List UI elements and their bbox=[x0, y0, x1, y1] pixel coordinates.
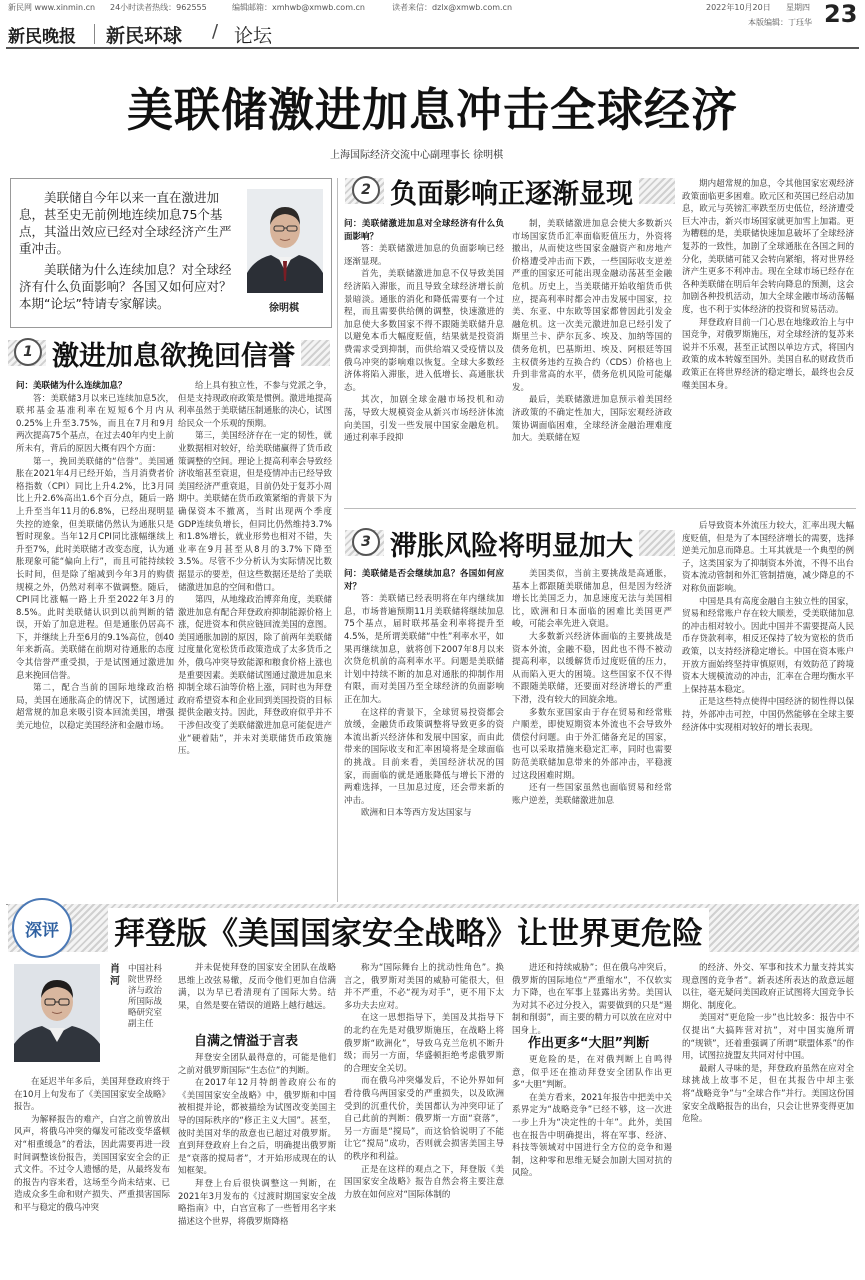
column-badge-text: 深评 bbox=[25, 920, 59, 941]
section-slash: / bbox=[212, 21, 219, 42]
column-badge bbox=[12, 898, 72, 958]
intro-paragraph-1: 美联储自今年以来一直在激进加息，甚至史无前例地连续加息75个基点，其溢出效应已经对全球经济产生严重冲击。 bbox=[19, 190, 232, 256]
section-2-column-3 bbox=[682, 178, 854, 500]
column-paragraph: 在延迟半年多后，美国拜登政府终于在10月上旬发布了《美国国家安全战略》报告。 bbox=[14, 1077, 170, 1113]
section-1-column-1 bbox=[16, 380, 174, 898]
section-3-column-2 bbox=[512, 568, 672, 898]
column-subhead-2: 作出更多“大胆”判断 bbox=[528, 1036, 650, 1051]
section-3-paragraph: 正是这些特点使得中国经济的韧性得以保持，外部冲击可控，中国仍然能够在全球主要经济体中实现相对较好的增长表现。 bbox=[682, 697, 854, 733]
header-weekday: 星期四 bbox=[786, 3, 810, 12]
section-3-paragraph: 欧洲和日本等西方发达国家与 bbox=[361, 808, 472, 819]
section-1-paragraph: 第三，美国经济存在一定的韧性，就业数据相对较好，给美联储赢得了货币政策调整的空间。理论上提高利率会导致经济收缩甚至衰退，但是疫情冲击已经导致美国经济严重衰退，目前仍处于复苏小周期中。美联储在货币政策紧缩的背景下为确保资本不撤离，当时出现两个季度GDP连续负增长，但同比仍然维持3.7%和1.8%增长，就业形势也相对不错，失业率在9月甚至从8月的3.7%下降至3.5%。尽管不少分析认为实际情况比数据显示的要差，但这些数据还是给了美联储激进加息的空间和借口。 bbox=[178, 431, 332, 593]
section-2-title: 负面影响正逐渐显现 bbox=[384, 172, 639, 211]
subsection-name: 论坛 bbox=[234, 25, 273, 47]
column-paragraph: 称为“国际舞台上的扰动性角色”。换言之，俄罗斯对美国的威胁可能很大，但并不严重，不必“视为对手”，更不用下太多功夫去应对。 bbox=[344, 963, 504, 1011]
section-3-column-1 bbox=[344, 568, 504, 898]
column-text-2a bbox=[178, 962, 336, 1024]
section-3-column-3 bbox=[682, 520, 854, 898]
column-paragraph: 进还和持续威胁”；但在俄乌冲突后，俄罗斯的国际地位“严重缩水”，不仅软实力下降，也在军事上显露出劣势。美国认为对其不必过分投入，需要做到的只是“遏制和削弱”，而主要的精力可以放在应对中国身上。 bbox=[512, 963, 672, 1036]
paper-name: 新民晚报 bbox=[8, 27, 76, 47]
section-3-paragraph: 中国是具有高度金融自主独立性的国家，贸易和经常账户存在较大顺差，受美联储加息的冲击相对较小。因此中国并不需要提高人民币存贷款利率，相反还保持了较为宽松的货币政策，以支持经济稳定增长。中国在资本账户开放方面始终坚持审慎原则，有效防范了跨境资本大规模流动的冲击，汇率在合理均衡水平上保持基本稳定。 bbox=[682, 596, 854, 695]
page-number: 23 bbox=[824, 0, 858, 28]
section-2-question: 问：美联储激进加息对全球经济有什么负面影响？ bbox=[344, 219, 504, 242]
column-text-5 bbox=[682, 962, 854, 1274]
author-photo bbox=[247, 189, 323, 293]
column-paragraph: 在这一思想指导下，美国及其指导下的北约在先是对俄罗斯施压，在战略上将俄罗斯“欧洲化”，导致乌克兰危机不断升级；而另一方面，华盛顿拒绝考虑俄罗斯的合理安全关切。 bbox=[344, 1013, 504, 1074]
column-text-4a bbox=[512, 962, 672, 1036]
header-website: 新民网 www.xinmin.cn bbox=[8, 3, 96, 12]
column-text-1 bbox=[14, 1076, 170, 1274]
column-paragraph: 在2017年12月特朗普政府公布的《美国国家安全战略》中，俄罗斯和中国被相提并论，都被描绘为试图改变美国主导的国际秩序的“修正主义大国”。甚至，彼时美国对华的敌意也已超过对俄罗斯。直到拜登政府上台之后，明确提出俄罗斯是“衰落的搅局者”，才开始形成现在的认知框架。 bbox=[178, 1078, 336, 1177]
column-text-4b bbox=[512, 1054, 672, 1274]
column-paragraph: 拜登安全团队最得意的，可能是他们之前对俄罗斯国际“生态位”的判断。 bbox=[178, 1053, 336, 1076]
section-1-title: 激进加息欲挽回信誉 bbox=[46, 334, 301, 373]
header-rule bbox=[6, 47, 859, 49]
column-divider bbox=[337, 178, 338, 902]
column-text-3 bbox=[344, 962, 504, 1274]
section-1-paragraph: 给上具有独立性，不参与党派之争，但是支持现政府政策是惯例。激进地提高利率虽然于美联储压制通胀的决心，试图给民众一个乐观的预期。 bbox=[178, 381, 332, 429]
section-2-paragraph: 最后，美联储激进加息预示着美国经济政策的不确定性加大，国际宏观经济政策协调面临困难，全球经济金融治理难度加大。美联储在短 bbox=[512, 395, 672, 444]
section-2-paragraph: 期内超常规的加息，令其他国家宏观经济政策面临更多困难。欧元区和英国已经启动加息，欧元与英镑汇率跌至历史低位，经济遭受巨大冲击，新兴市场国家就更加雪上加霜。更为糟糕的是，美联储快速加息破坏了全球经济复苏的一致性，加剧了全球通胀在各国之间的分化，美联储可能又会转向紧缩，将对世界经济产生更多不利冲击。现在全球市场已经存在各种美联储在明后年会转向降息的预测，这会加剧各种投机活动，加大全球金融市场动荡幅度，也不利于实体经济的投资和贸易活动。 bbox=[682, 179, 854, 315]
section-2-paragraph: 制，美联储激进加息会使大多数新兴市场国家货币汇率面临贬值压力，外资将撤出，从而使这些国家金融资产和房地产价格遭受冲击而下跌，一些国际收支逆差严重的国家还可能出现金融动荡甚至金融危机。历史上，当美联储开始收缩货币供应，提高利率时都会冲击发展中国家，拉美、东亚、中东欧等国家都曾因此引发金融危机。这一次美元激进加息已经引发了斯里兰卡、萨尔瓦多、埃及、加纳等国的债务危机，巴基斯坦、埃及、阿根廷等国主权债务违约互换合约（CDS）价格也上升到非常高的水平，债务危机风险可能爆发。 bbox=[512, 219, 672, 393]
column-author-name: 肖河 bbox=[110, 964, 120, 987]
header-divider bbox=[94, 24, 95, 44]
section-1-paragraph: 第二，配合当前的国际地缘政治格局，美国在通胀高企的情况下，试图通过超常规的加息来吸引资本回流美国，增强美元地位，以稳定美国经济和金融市场。 bbox=[16, 683, 174, 732]
intro-paragraph-2: 美联储为什么连续加息？对全球经济有什么负面影响？各国又如何应对？本期“论坛”特请专家解读。 bbox=[19, 262, 232, 311]
author-photo-caption: 徐明棋 bbox=[269, 303, 299, 314]
header-editor-email: 编辑邮箱：xmhwb@xmwb.com.cn bbox=[232, 3, 366, 12]
section-3-paragraph: 后导致资本外流压力较大，汇率出现大幅度贬值，但是为了本国经济增长的需要，选择逆美元加息而降息。土耳其就是一个典型的例子，这类国家为了抑制资本外流，不得不出台资本流动管制和外汇管制措施，减少降息的不对称负面影响。 bbox=[682, 521, 854, 594]
column-paragraph: 而在俄乌冲突爆发后，不论外界如何看待俄乌两国家受的严重损失，以及欧洲受到的沉重代价，美国都认为冲突印证了自己此前的判断：俄罗斯一方面“衰落”，另一方面是“搅局”，而这恰恰说明了不能让它“搅局”成功，否则就会损害美国主导的秩序和利益。 bbox=[344, 1076, 504, 1162]
section-3-title: 滞胀风险将明显加大 bbox=[384, 524, 639, 563]
column-author-photo bbox=[14, 964, 100, 1062]
section-3-paragraph: 美国类似，当前主要挑战是高通胀，基本上都跟随美联储加息，但是因为经济增长比美国乏力，加息速度无法与美国相比，欧洲和日本面临的困难比美国更严峻，可能会率先进入衰退。 bbox=[512, 569, 672, 630]
section-1-number: 1 bbox=[14, 338, 42, 366]
section-1-column-2 bbox=[178, 380, 332, 898]
column-paragraph: 在美方看来，2021年报告中把美中关系界定为“战略竞争”已经不够，这一次进一步上升为“决定性的十年”。此外，美国也在报告中明确提出，将在军事、经济、科技等领域对中国进行全方位的竞争和遏制，这种零和思维无疑会加剧大国对抗的风险。 bbox=[512, 1092, 672, 1179]
page-editor: 本版编辑：丁珏华 bbox=[748, 18, 812, 27]
section-3-question: 问：美联储是否会继续加息？各国如何应对？ bbox=[344, 569, 504, 592]
section-2-number: 2 bbox=[352, 176, 380, 204]
column-paragraph: 最耐人寻味的是，拜登政府虽然在应对全球挑战上故事不足，但在其报告中却主张将“战略竞争”与“全球合作”并行。美国这份国家安全战略报告的出台，只会让世界变得更加危险。 bbox=[682, 1063, 854, 1125]
header-date: 2022年10月20日 bbox=[706, 3, 771, 12]
section-3-paragraph: 多数东亚国家由于存在贸易和经常账户顺差，即使短期资本外流也不会导致外债偿付问题。由于外汇储备充足的国家，也可以采取措施来稳定汇率，同时也需要防范美联储加息带来的外部冲击，平稳渡过这段困难时期。 bbox=[512, 707, 672, 781]
column-author-title: 中国社科院世界经济与政治所国际战略研究室副主任 bbox=[128, 964, 163, 1029]
main-byline: 上海国际经济交流中心副理事长 徐明棋 bbox=[330, 150, 504, 161]
column-paragraph: 并未促使拜登的国家安全团队在战略思维上改弦易辙，反而令他们更加自信满满，以为早已看清现有了国际大势。结果，自然是要在错误的道路上越行越远。 bbox=[178, 963, 336, 1011]
header-hotline: 24小时读者热线：962555 bbox=[110, 3, 207, 12]
section-1-paragraph: 答：美联储3月以来已连续加息5次，联邦基金基准利率在短短6个月内从0.25%上升至3.75%，而且在7月和9月两次提高75个基点，在过去40年内史上前所未有，背后的原因大概有四个方面： bbox=[16, 393, 174, 454]
column-paragraph: 更危险的是，在对俄判断上自鸣得意，似乎还在推动拜登安全团队作出更多“大胆”判断。 bbox=[512, 1055, 672, 1091]
column-paragraph: 拜登上台后很快调整这一判断，在2021年3月发布的《过渡时期国家安全战略指南》中，白宫宣称了一些暂用名字来描述这个世界，将俄罗斯降格 bbox=[178, 1178, 336, 1227]
section-2-paragraph: 首先，美联储激进加息不仅导致美国经济陷入滞胀，而且导致全球经济增长前景暗淡。通胀的消化和降低需要有一个过程，而且需要供给侧的调整，快速激进的加息使大多数国家不得不跟随美联储升息以避免本币大幅度贬值，结果就是投资消费需求受到抑制，而供给端又受疫情以及俄乌冲突的影响难以恢复。全球大多数经济体将陷入滞胀，进入低增长、高通胀状态。 bbox=[344, 269, 504, 393]
section-1-question: 问：美联储为什么连续加息？ bbox=[16, 381, 127, 391]
header-reader-email: 读者来信：dzlx@xmwb.com.cn bbox=[392, 3, 513, 12]
section-name: 新民环球 bbox=[106, 25, 183, 47]
column-headline: 拜登版《美国国家安全战略》让世界更危险 bbox=[108, 908, 709, 953]
main-headline: 美联储激进加息冲击全球经济 bbox=[127, 83, 738, 137]
section-3-paragraph: 答：美联储已经表明将在年内继续加息，市场普遍预期11月美联储将继续加息75个基点，届时联邦基金利率将提升至4.5%，是所谓美联储“中性”利率水平，如果再继续加息，就将创下2007年8月以来次贷危机前的高利率水平。问题是美联储计划中持续不断的加息对通胀的抑制作用有限，而对美国乃至全球经济的负面影响正在加大。 bbox=[344, 594, 504, 705]
intro-box bbox=[10, 178, 332, 328]
section-3-paragraph: 还有一些国家虽然也面临贸易和经常账户逆差，美联储激进加息 bbox=[512, 783, 672, 806]
section-2-paragraph: 答：美联储激进加息的负面影响已经逐渐显现。 bbox=[344, 244, 504, 267]
section-1-paragraph: 第四，从地缘政治博弈角度，美联储激进加息有配合拜登政府抑制能源价格上涨，促进资本和供应链回流美国的意图。美国通胀加剧的原因，除了前两年美联储过度量化宽松货币政策造成了太多货币之外，俄乌冲突导致能源和粮食价格上涨也是重要因素。美联储试图通过激进加息来抑制全球石油等价格上涨，同时也为拜登政府希望资本和企业回到美国投资的目标提供金融支持。因此，拜登政府似乎并不干涉但改变了美联储激进加息可能促进产业“硬着陆”，并未对美联储货币政策施压。 bbox=[178, 595, 332, 757]
column-text-2b bbox=[178, 1052, 336, 1274]
column-paragraph: 正是在这样的观点之下，拜登版《美国国家安全战略》报告自然会将主要注意力放在如何应对“国际体制的 bbox=[344, 1164, 504, 1200]
column-subhead-1: 自满之情溢于言表 bbox=[194, 1034, 299, 1049]
column-paragraph: 的经济、外交、军事和技术力量支持其实现意图的竞争者”。新表述所表达的敌意远超以往，毫无疑问美国政府正试图将大国竞争长期化、制度化。 bbox=[682, 963, 854, 1011]
section-1-paragraph: 第一，挽回美联储的“信誉”。美国通胀在2021年4月已经开始，当月消费者价格指数（CPI）同比上升4.2%，比3月同比上升2.6%高出1.6个百分点，随后一路上升至当年11月的6.8%，已经出现明显失控的迹象，但美联储仍然认为通胀只是暂时现象。当年12月CPI同比涨幅继续上升至7%，此时美联储才改变态度，认为通胀现象可能“偏向上行”，而且可能持续较长时间，但是除了缩减到今年3月的购债规模之外，仍然对利率不做调整。随后，CPI同比涨幅一路上升至2022年3月的8.5%。此时美联储认识到以前判断的错误，开始了加息进程。但是通胀仍居高不下，并继续上升至6月的9.1%高位，创40年来新高。美联储在前期对待通胀的态度令其信誉严重受损，于是试图通过激进加息来挽回信誉。 bbox=[16, 456, 174, 681]
column-paragraph: 为解释报告的难产，白宫之前曾放出风声，将俄乌冲突的爆发可能改变华盛顿对“相重缓急”的看法，因此需要再进一段时间调整该份报告，美国国家安全会的正式文件。不过令人遗憾的是，从最终发布的报告内容来看，这场至今尚未结束、已造成众多生命和财产损失、严重损害国际和平与稳定的俄乌冲突 bbox=[14, 1114, 170, 1213]
column-paragraph: 美国对“更危险一步”也比较多：报告中不仅提出“大搞阵营对抗”，对中国实施所谓的“规锁”，还着重强调了所谓“联盟体系”的作用，试图拉拢盟友共同对付中国。 bbox=[682, 1013, 854, 1062]
section-2-column-1 bbox=[344, 218, 504, 500]
section-2-column-2 bbox=[512, 218, 672, 500]
section-3-paragraph: 大多数新兴经济体面临的主要挑战是资本外流，金融不稳，因此也不得不被动提高利率，以缓解货币过度贬值的压力，从而陷入更大的困境。这些国家不仅不得不跟随美联储，还要面对经济增长的严重下滑，没有较大的回旋余地。 bbox=[512, 631, 672, 705]
section-2-paragraph: 其次，加剧全球金融市场投机和动荡，导致大规模资金从新兴市场经济体流向美国，引发一些发展中国家金融危机。通过利率手段抑 bbox=[344, 395, 504, 444]
section-3-number: 3 bbox=[352, 528, 380, 556]
section-2-3-divider bbox=[344, 508, 856, 509]
section-3-paragraph: 在这样的背景下，全球贸易投资都会放缓，金融货币政策调整将导致更多的资本流出新兴经济体和发展中国家，而由此带来的国际收支和汇率困境将是全球面临的挑战。目前来看，美国经济状况的国家，而面临的就是通胀降低与增长下滑的两难选择，一旦加息过度，还会带来新的冲击。 bbox=[344, 707, 504, 806]
section-2-paragraph: 拜登政府目前一门心思在地缘政治上与中国竞争，对俄罗斯施压，对全球经济的复苏来说并不乐观，甚至正试图以单边方式，将国内政策的成本转嫁至国外。美国自私的财政货币政策正在将世界经济的稳定增长，最终也会反噬美国本身。 bbox=[682, 317, 854, 391]
